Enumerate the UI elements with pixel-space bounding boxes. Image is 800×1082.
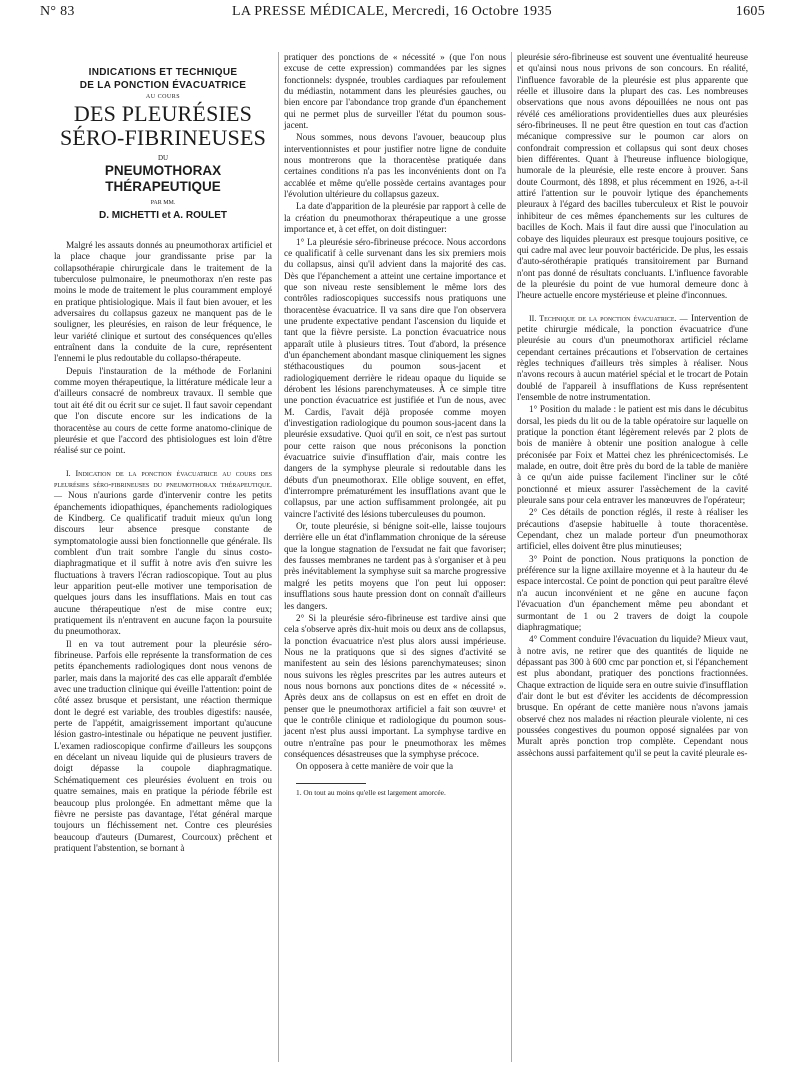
paragraph: 1° Position du malade : le patient est mis dans le décubitus dorsal, les pieds du lit ou de la table opératoire sur laquelle on pratique la ponction étant légèrement relevés par 2 plots de bois de manière à obtenir une position analogue à celle préconisée par Foix et Mattei chez les phrénicectomisés. Le malade, en outre, doit être près du bord de la table de manière à ce qu'un aide puisse facilement l'incliner sur le côté ponctionné et mieux assurer l'assèchement de la cavité pleurale sans pour cela entraver les manœuvres de l'opérateur;	[517, 404, 748, 506]
paragraph: Or, toute pleurésie, si bénigne soit-elle, laisse toujours derrière elle un état d'inflammation chronique de la séreuse que la longue stagnation de l'exsudat ne fait que favoriser; des fausses membranes ne tardent pas à s'organiser et à peu près inévitablement la symphyse suit sa marche progressive malgré les petits moyens que l'on peut lui opposer: insufflations sous haute pression dont on connaît d'ailleurs les dangers.	[284, 521, 506, 611]
paragraph: 4° Comment conduire l'évacuation du liquide? Mieux vaut, à notre avis, ne retirer que des quantités de liquide ne dépassant pas 300 à 600 cmc par ponction et, si l'épanchement est plus abondant, pratiquer des ponctions fractionnées. Chaque extraction de liquide sera en outre suivie d'insufflation d'air dont le but est d'éviter les accidents de décompression brusque. En opérant de cette manière nous n'avons jamais observé chez nos malades ni réaction pleurale violente, ni ces poussées congestives du poumon opposé signalées par von Muralt après ponction trop complète. Cependant nous assèchons aussi parfaitement qu'il se peut la cavité pleurale es-	[517, 634, 748, 758]
authors: D. MICHETTI et A. ROULET	[99, 210, 227, 221]
paragraph: La date d'apparition de la pleurésie par rapport à celle de la création du pneumothorax thérapeutique a une grosse importance et, à cet effet, on doit distinguer:	[284, 201, 506, 235]
column-rule	[511, 52, 512, 1062]
journal-title: LA PRESSE MÉDICALE, Mercredi, 16 Octobre 1935	[232, 4, 552, 19]
paragraph: Il en va tout autrement pour la pleurésie séro-fibrineuse. Parfois elle représente la transformation de ces petits épanchements radiologiques dont nous venons de parler, mais dans la majorité des cas elle apparaît d'emblée avec une traduction clinique qui éveille l'attention: point de côté assez brusque et persistant, une réaction thermique dont le degré est variable, des troubles digestifs: nausée, perte de l'appétit, amaigrissement important qu'aucune lésion gastro-intestinale ou hépatique ne peuvent justifier. L'examen radioscopique confirme d'ailleurs les soupçons en décelant un niveau liquide qui de plusieurs travers de doigt dépasse la coupole diaphragmatique. Schématiquement ces pleurésies évoluent en trois ou quatre semaines, mais en pratique la période fébrile est beaucoup plus prolongée. En admettant même que la fièvre ne persiste pas davantage, l'état général marque toujours un fléchissement net. Contre ces pleurésies beaucoup d'auteurs (Dumarest, Courcoux) prêchent et pratiquent l'abstention, se bornant à	[54, 638, 273, 853]
column-3	[517, 52, 748, 760]
section-2-text: Intervention de petite chirurgie médicale, la ponction évacuatrice d'une pleurésie au cours d'un pneumothorax artificiel réclame cependant certaines précautions et l'observation de certaines règles techniques d'ailleurs très simples à réaliser. Nous n'avons recours à aucun matériel spécial et le trocart de Potain doublé de l'appareil à insufflations de Kuss représentent l'ensemble de notre instrumentation.	[517, 312, 748, 402]
paragraph: Depuis l'instauration de la méthode de Forlanini comme moyen thérapeutique, la littérature médicale leur a d'ailleurs consacré de nombreux travaux. Il semble que tout ait été dit ou écrit sur ce sujet. Il faut savoir cependant que l'on discute encore sur les indications de la thoracentèse au cours de cette forme anatomo-clinique de pleurésie et que l'accord des phtisiologues est loin d'être réalisé sur ce point.	[54, 365, 272, 456]
paragraph: pleurésie séro-fibrineuse est souvent une éventualité heureuse et qu'ainsi nous nous privons de son concours. En réalité, l'influence favorable de la pleurésie est plus apparente que réelle et illusoire dans la plupart des cas. Les nombreuses observations que nous avons dépouillées ne nous ont pas révélé ces améliorations providentielles dues aux pleurésies séro-fibrineuses. Il ne peut être question en tout cas d'action mécanique compressive sur le poumon car alors on confondrait compression et collapsus qui sont deux choses bien différentes. Quant à l'heureuse influence biologique, humorale de la pleurésie, elle reste encore à prouver. Sans doute Courmont, dès 1898, et plus récemment en 1926, a-t-il attiré l'attention sur le pouvoir lytique des épanchements pleuraux à l'égard des bacilles tuberculeux et Rist le pouvoir inhibiteur de ces mêmes épanchements sur les cultures de bacilles de Koch. Mais il faut dire aussi que l'inoculation au cobaye des liquides pleuraux est presque toujours positive, ce qui cadre mal avec leur pouvoir bactéricide. De plus, les essais d'auto-sérothérapie pratiqués transitoirement par Burnand n'ont pas donné de résultats concluants. L'influence favorable de la pleurésie du point de vue humoral demeure donc à l'heure actuelle encore mystérieuse et pleine d'inconnues.	[517, 52, 748, 301]
issue-number: N° 83	[40, 4, 75, 19]
paragraph: 2° Si la pleurésie séro-fibrineuse est tardive ainsi que cela s'observe après dix-huit mois ou deux ans de collapsus, la ponction évacuatrice n'est plus alors aussi impérieuse. Nous ne la pratiquons que si des signes d'activité se manifestent au sein des lésions parenchymateuses; sinon nous suivons les règles prescrites par les autres auteurs et nous nous bornons aux ponctions dites de « nécessité ». Après deux ans de collapsus on est en effet en droit de penser que le pneumothorax artificiel a fait son œuvre¹ et que le contrôle clinique et radiologique du poumon sous-jacent n'est plus aussi important. La symphyse tardive en outre n'entraîne pas pour le pneumothorax les mêmes conséquences désastreuses que la symphyse précoce.	[284, 612, 506, 759]
paragraph: Nous sommes, nous devons l'avouer, beaucoup plus interventionnistes et pour justifier notre ligne de conduite nous montrerons que la thoracentèse pratiquée dans certaines conditions n'a pas les inconvénients dont on l'a accablée et même qu'elle possède certains avantages pour l'évolution ultérieure du collapsus gazeux.	[284, 132, 506, 200]
paragraph: pratiquer des ponctions de « nécessité » (que l'on nous excuse de cette expression) commandées par les signes fonctionnels: dyspnée, troubles cardiaques par refoulement du médiastin, notamment dans les pleurésies gauches, ou bien encore par l'abondance trop grande d'un épanchement qui ne permet plus de surveiller l'état du poumon sous-jacent.	[284, 52, 506, 131]
article-title-2: SÉRO-FIBRINEUSES	[59, 125, 267, 150]
article-title-1: DES PLEURÉSIES	[73, 101, 253, 126]
paragraph: Malgré les assauts donnés au pneumothorax artificiel et la place chaque jour grandissante prise par la collapsothérapie chirurgicale dans le traitement de la tuberculose pulmonaire, le pneumothorax n'en reste pas moins le mode de traitement le plus couramment employé en pratique phtisiologique. Mais il faut bien avouer, et les adversaires du collapsus gazeux ne manquent pas de le souligner, les pleurésies, en raison de leur fréquence, le leur variété clinique et surtout des conséquences qu'elles entraînent dans la conduite de la cure, représentent l'ennemi le plus redoutable du collapso-thérapeute.	[54, 240, 272, 364]
footnote-rule	[296, 783, 366, 784]
section-2-heading: II. Technique de la ponction évacuatrice. —	[529, 313, 688, 323]
section-1-text: Nous n'aurions garde d'intervenir contre les petits épanchements idiopathiques, épanchements radiologiques de Kindberg. Ce qualificatif traduit mieux qu'un long discours leur absence presque constante de symptomatologie aussi bien fonctionnelle que générale. Ils comblent d'un trait sombre l'angle du sinus costo-diaphragmatique et il suffit à notre avis d'en suivre les fluctuations à travers l'écran radioscopique. Tout au plus leur apparition peut-elle motiver une temporisation de quelques jours dans les insufflations. Mais en tout cas aucune thérapeutique n'est de mise contre eux; pratiquement ils n'entravent en aucune façon la poursuite du pneumothorax.	[54, 490, 273, 637]
kicker-line-1: INDICATIONS ET TECHNIQUE	[88, 67, 238, 78]
page-header	[40, 4, 765, 26]
page-number: 1605	[735, 4, 765, 19]
paragraph: 3° Point de ponction. Nous pratiquons la ponction de préférence sur la ligne axillaire moyenne et à la hauteur du 4e espace intercostal. Ce point de ponction qui peut paraître élevé n'a aucun inconvénient et ne gêne en aucune façon l'évacuation d'un épanchement même peu abondant et surmontant de 1 ou 2 travers de doigt la coupole diaphragmatique;	[517, 553, 748, 632]
article-kicker	[54, 66, 272, 92]
column-rule	[278, 52, 279, 1062]
section-1	[54, 468, 272, 638]
column-1	[54, 52, 272, 855]
article-title-3: PNEUMOTHORAX THÉRAPEUTIQUE	[104, 163, 222, 194]
paragraph: 2° Ces détails de ponction réglés, il reste à réaliser les précautions d'asepsie habituelle à toute thoracentèse. Cependant, chez un malade porteur d'un pneumothorax artificiel, elles doivent être plus minutieuses;	[517, 507, 748, 552]
section-2	[517, 313, 748, 404]
section-1-heading: I. Indication de la ponction évacuatrice au cours des pleurésies séro-fibrineuses du pneumothorax thérapeutique. —	[54, 468, 272, 501]
byline-par: PAR MM.	[150, 200, 176, 206]
paragraph: On opposera à cette manière de voir que la	[296, 761, 454, 772]
column-2	[284, 52, 506, 798]
paragraph: 1° La pleurésie séro-fibrineuse précoce. Nous accordons ce qualificatif à celle survenant dans les six premiers mois du collapsus, ainsi qu'il advient dans la majorité des cas. Dès que l'épanchement a atteint une certaine importance et que son niveau reste sensiblement le même lors des contrôles radioscopiques successifs nous pratiquons une thoracentèse évacuatrice. Il va sans dire que l'on observera une prudente expectative pendant l'ascension du liquide et tant que la fièvre persiste. La ponction évacuatrice nous apparaît utile à plusieurs titres. Tout d'abord, la présence d'un épanchement abondant masque cliniquement les signes stéthacoustiques du poumon sous-jacent et radiologiquement derrière le rideau opaque du liquide se dérobent les lésions parenchymateuses. À ce simple titre une ponction évacuatrice est justifiée et l'un de nous, avec M. Cardis, l'avait déjà proposée comme moyen d'investigation radiologique du poumon sous-jacent dans la pleurésie exsudative. Quoi qu'il en soit, ce n'est pas surtout pour cette raison que nous préconisons la ponction évacuatrice suivie d'insufflation d'air, mais contre les dangers de la symphyse pleurale si redoutable dans les débuts d'un pneumothorax. Elle oblige souvent, en effet, d'interrompre prématurément les insufflations avant que le collapsus, par une action suffisamment prolongée, ait pu vaincre l'activité des lésions tuberculeuses du poumon.	[284, 236, 506, 519]
footnote: 1. On tout au moins qu'elle est largement amorcée.	[296, 787, 446, 797]
au-cours: AU COURS	[145, 94, 181, 100]
title-du: DU	[157, 154, 169, 162]
kicker-line-2: DE LA PONCTION ÉVACUATRICE	[79, 80, 247, 91]
